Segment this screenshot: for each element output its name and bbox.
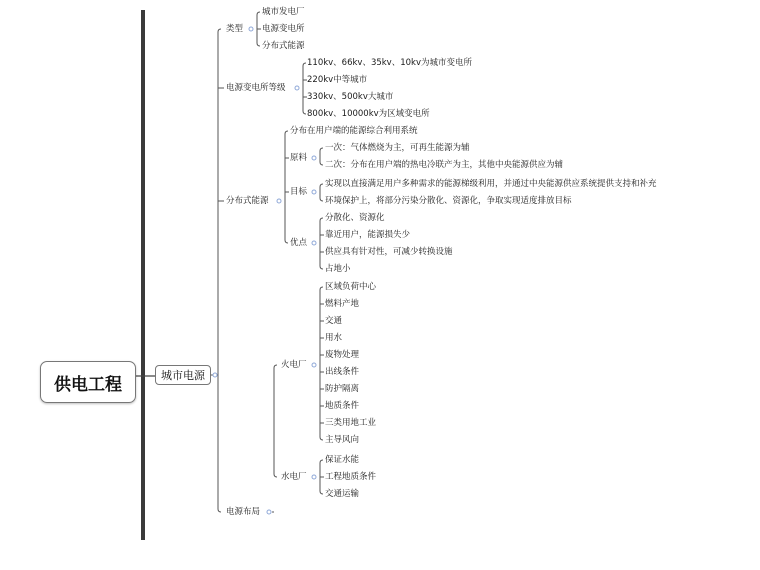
leaf-node[interactable]: 城市发电厂	[262, 7, 305, 17]
collapse-dot-icon[interactable]	[295, 86, 299, 90]
bracket-line	[320, 148, 323, 165]
branch-distributed-energy[interactable]: 分布式能源	[226, 196, 269, 206]
sub-branch-hydro-plant[interactable]: 水电厂	[281, 472, 307, 482]
bracket-line	[320, 287, 323, 440]
collapse-dot-icon[interactable]	[312, 156, 316, 160]
collapse-dot-icon[interactable]	[277, 199, 281, 203]
leaf-node[interactable]: 二次：分布在用户端的热电冷联产为主，其他中央能源供应为辅	[325, 160, 564, 170]
leaf-node[interactable]: 分布式能源	[262, 41, 305, 51]
leaf-node[interactable]: 110kv、66kv、35kv、10kv为城市变电所	[307, 58, 472, 68]
main-topic-node[interactable]: 城市电源	[155, 365, 211, 385]
collapse-dot-icon[interactable]	[249, 27, 253, 31]
bracket-line	[320, 184, 323, 201]
leaf-node[interactable]: 地质条件	[325, 401, 360, 411]
leaf-node[interactable]: 区域负荷中心	[325, 282, 377, 292]
collapse-dot-icon[interactable]	[312, 190, 316, 194]
sub-branch-thermal-plant[interactable]: 火电厂	[281, 360, 307, 370]
leaf-node[interactable]: 废物处理	[325, 350, 360, 360]
leaf-node[interactable]: 800kv、10000kv为区域变电所	[307, 109, 430, 119]
leaf-node[interactable]: 保证水能	[325, 455, 360, 465]
sub-branch-raw-materials[interactable]: 原料	[290, 153, 308, 163]
leaf-node[interactable]: 占地小	[325, 264, 351, 274]
bracket-line	[320, 218, 323, 269]
leaf-node[interactable]: 电源变电所	[262, 24, 305, 34]
sub-branch-goals[interactable]: 目标	[290, 187, 308, 197]
leaf-node[interactable]: 防护隔离	[325, 384, 360, 394]
leaf-node[interactable]: 出线条件	[325, 367, 360, 377]
leaf-node[interactable]: 靠近用户，能源损失少	[325, 230, 411, 240]
collapse-dot-icon[interactable]	[267, 510, 271, 514]
leaf-node[interactable]: 一次：气体燃烧为主，可再生能源为辅	[325, 143, 470, 153]
leaf-node[interactable]: 供应具有针对性，可减少转换设施	[325, 247, 453, 257]
bracket-line	[303, 63, 306, 114]
collapse-dot-icon[interactable]	[312, 363, 316, 367]
bracket-line	[218, 29, 221, 512]
root-node[interactable]: 供电工程	[40, 361, 136, 403]
leaf-node[interactable]: 三类用地工业	[325, 418, 377, 428]
leaf-node[interactable]: 交通运输	[325, 489, 360, 499]
branch-substation-grades[interactable]: 电源变电所等级	[226, 83, 286, 93]
leaf-node[interactable]: 环境保护上，将部分污染分散化、资源化，争取实现适度排放目标	[325, 196, 572, 206]
collapse-dot-icon[interactable]	[312, 241, 316, 245]
leaf-node[interactable]: 主导风向	[325, 435, 360, 445]
collapse-dot-icon[interactable]	[312, 475, 316, 479]
leaf-node[interactable]: 燃料产地	[325, 299, 360, 309]
bracket-line	[285, 131, 288, 243]
leaf-node[interactable]: 分布在用户端的能源综合利用系统	[290, 126, 418, 136]
sub-branch-advantages[interactable]: 优点	[290, 238, 308, 248]
leaf-node[interactable]: 分散化、资源化	[325, 213, 385, 223]
leaf-node[interactable]: 实现以直接满足用户多种需求的能源梯级利用，并通过中央能源供应系统提供支持和补充	[325, 179, 657, 189]
leaf-node[interactable]: 交通	[325, 316, 343, 326]
branch-power-layout[interactable]: 电源布局	[226, 507, 261, 517]
branch-types[interactable]: 类型	[226, 24, 244, 34]
leaf-node[interactable]: 工程地质条件	[325, 472, 377, 482]
leaf-node[interactable]: 330kv、500kv大城市	[307, 92, 394, 102]
collapse-dot-icon[interactable]	[213, 373, 217, 377]
leaf-node[interactable]: 220kv中等城市	[307, 75, 368, 85]
bracket-line	[274, 365, 277, 477]
leaf-node[interactable]: 用水	[325, 333, 343, 343]
